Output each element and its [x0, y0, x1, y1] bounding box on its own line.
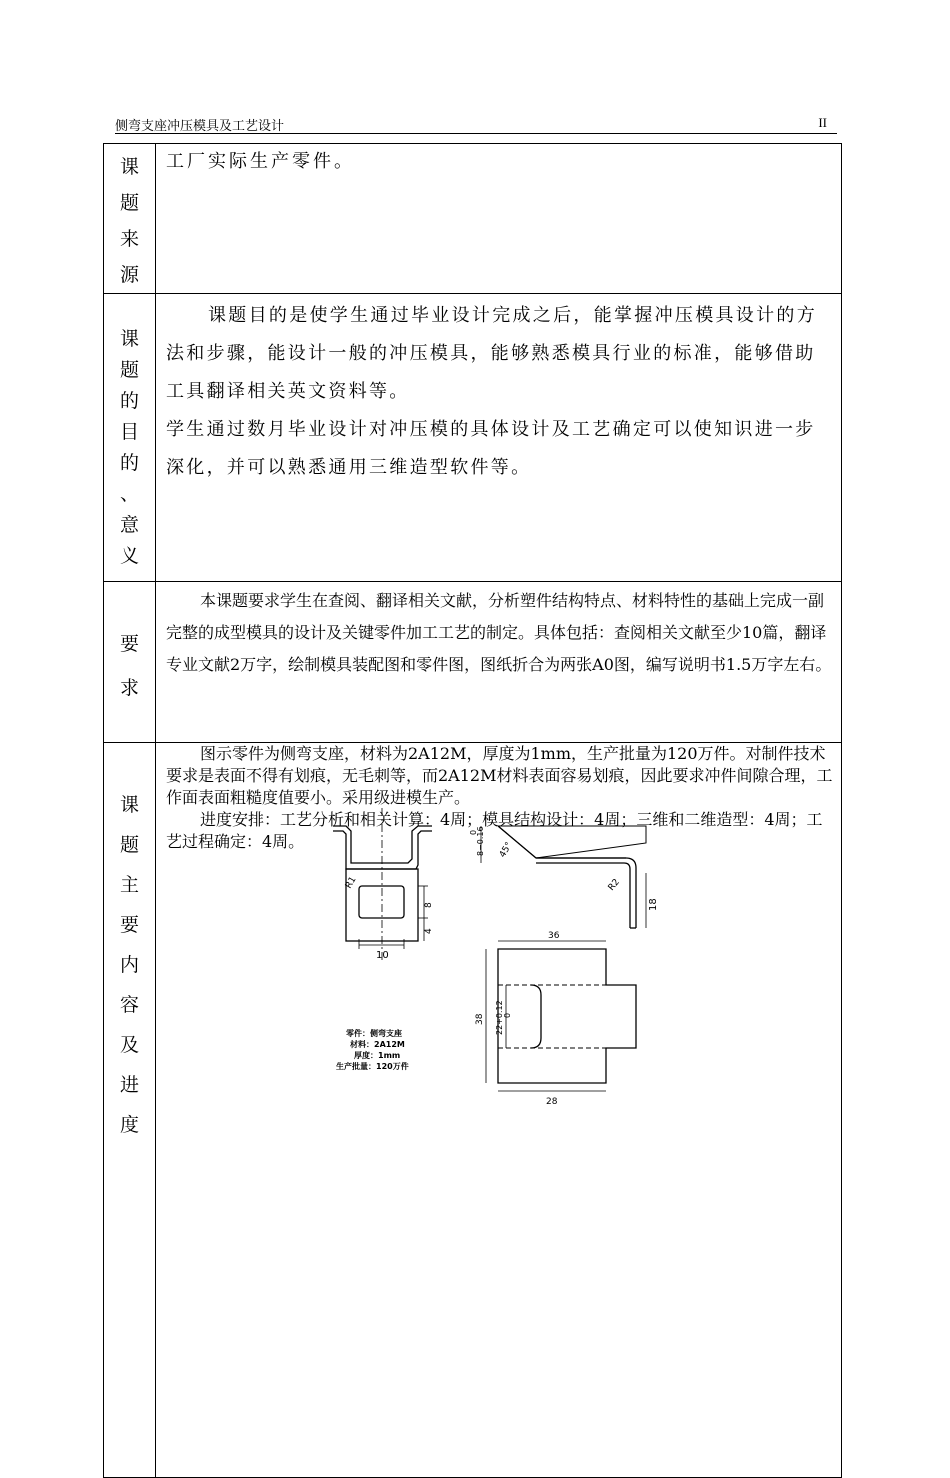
label-cell — [104, 144, 156, 294]
label-char: 课 — [119, 156, 139, 178]
label-cell — [104, 294, 156, 582]
row-content — [104, 743, 842, 1478]
requirements-paragraph: 本课题要求学生在查阅、翻译相关文献，分析塑件结构特点、材料特性的基础上完成一副完整的成型模具的设计及关键零件加工工艺的制定。具体包括：查阅相关文献至少10篇，翻译专业文献2万字，绘制模具装配图和零件图，图纸折合为两张A0图，编写说明书1.5万字左右。 — [166, 591, 832, 674]
part-drawing — [146, 713, 833, 1143]
label-char: 要 — [119, 914, 139, 936]
header-title: 侧弯支座冲压模具及工艺设计 — [115, 119, 285, 134]
schedule-paragraph: 进度安排：工艺分析和相关计算：4周；模具结构设计：4周；三维和二维造型：4周；工艺过程确定：4周。 — [166, 810, 823, 851]
dim-r1: R1 — [343, 875, 359, 891]
label-char: 课 — [119, 794, 139, 816]
label-char: 度 — [119, 1114, 139, 1136]
label-char: 的 — [119, 390, 139, 412]
purpose-paragraph: 课题目的是使学生通过毕业设计完成之后，能掌握冲压模具设计的方法和步骤，能设计一般的冲压模具，能够熟悉模具行业的标准，能够借助工具翻译相关英文资料等。 — [166, 305, 817, 402]
content-cell — [156, 144, 842, 294]
row-source — [104, 144, 842, 294]
label-char: 的 — [119, 452, 139, 474]
page-number: II — [818, 115, 827, 130]
note-part: 零件：侧弯支座 — [346, 1029, 402, 1038]
label-char: 要 — [119, 633, 139, 655]
content-paragraph: 图示零件为侧弯支座，材料为2A12M，厚度为1mm，生产批量为120万件。对制件技术要求是表面不得有划痕，无毛刺等，而2A12M材料表面容易划痕，因此要求冲件间隙合理，工作面表面粗糙度值要小。采用级进模生产。 — [166, 744, 833, 807]
dim-28: 28 — [546, 1097, 558, 1107]
dim-4: 4 — [424, 928, 434, 934]
page-header — [115, 112, 837, 132]
dim-18: 18 — [648, 898, 659, 911]
content-cell — [156, 294, 842, 582]
label-char: 、 — [119, 483, 139, 505]
dim-10: 10 — [376, 950, 389, 961]
label-char: 课 — [119, 328, 139, 350]
label-char: 义 — [119, 545, 139, 567]
label-char: 进 — [119, 1074, 139, 1096]
dim-tol-8: 8−0.16 — [476, 826, 485, 856]
label-char: 目 — [119, 421, 139, 443]
dim-8: 8 — [424, 902, 434, 908]
label-char: 内 — [119, 954, 139, 976]
label-char: 题 — [119, 192, 139, 214]
dim-22-tol: 22+0.12 — [495, 1000, 504, 1035]
task-table — [103, 143, 842, 1478]
dim-tol-top: 0 — [469, 829, 478, 835]
note-batch: 生产批量：120万件 — [336, 1062, 409, 1071]
purpose-paragraph: 学生通过数月毕业设计对冲压模的具体设计及工艺确定可以使知识进一步深化，并可以熟悉通用三维造型软件等。 — [166, 419, 816, 478]
label-char: 题 — [119, 359, 139, 381]
dim-38: 38 — [475, 1013, 485, 1025]
label-char: 意 — [119, 514, 139, 536]
source-text: 工厂实际生产零件。 — [166, 151, 355, 172]
header-rule — [115, 133, 837, 134]
label-char: 主 — [119, 874, 139, 896]
label-char: 题 — [119, 834, 139, 856]
content-cell — [156, 743, 842, 1478]
dim-22-tol2: 0 — [503, 1012, 512, 1018]
row-purpose — [104, 294, 842, 582]
note-material: 材料：2A12M — [350, 1040, 405, 1049]
note-thickness: 厚度：1mm — [354, 1051, 401, 1060]
dim-36: 36 — [548, 931, 560, 941]
dim-angle: 45° — [497, 840, 515, 860]
label-char: 源 — [119, 264, 139, 286]
label-char: 容 — [119, 994, 139, 1016]
label-char: 求 — [119, 677, 139, 699]
label-char: 来 — [119, 228, 139, 250]
dim-r2: R2 — [606, 877, 623, 893]
label-char: 及 — [119, 1034, 139, 1056]
